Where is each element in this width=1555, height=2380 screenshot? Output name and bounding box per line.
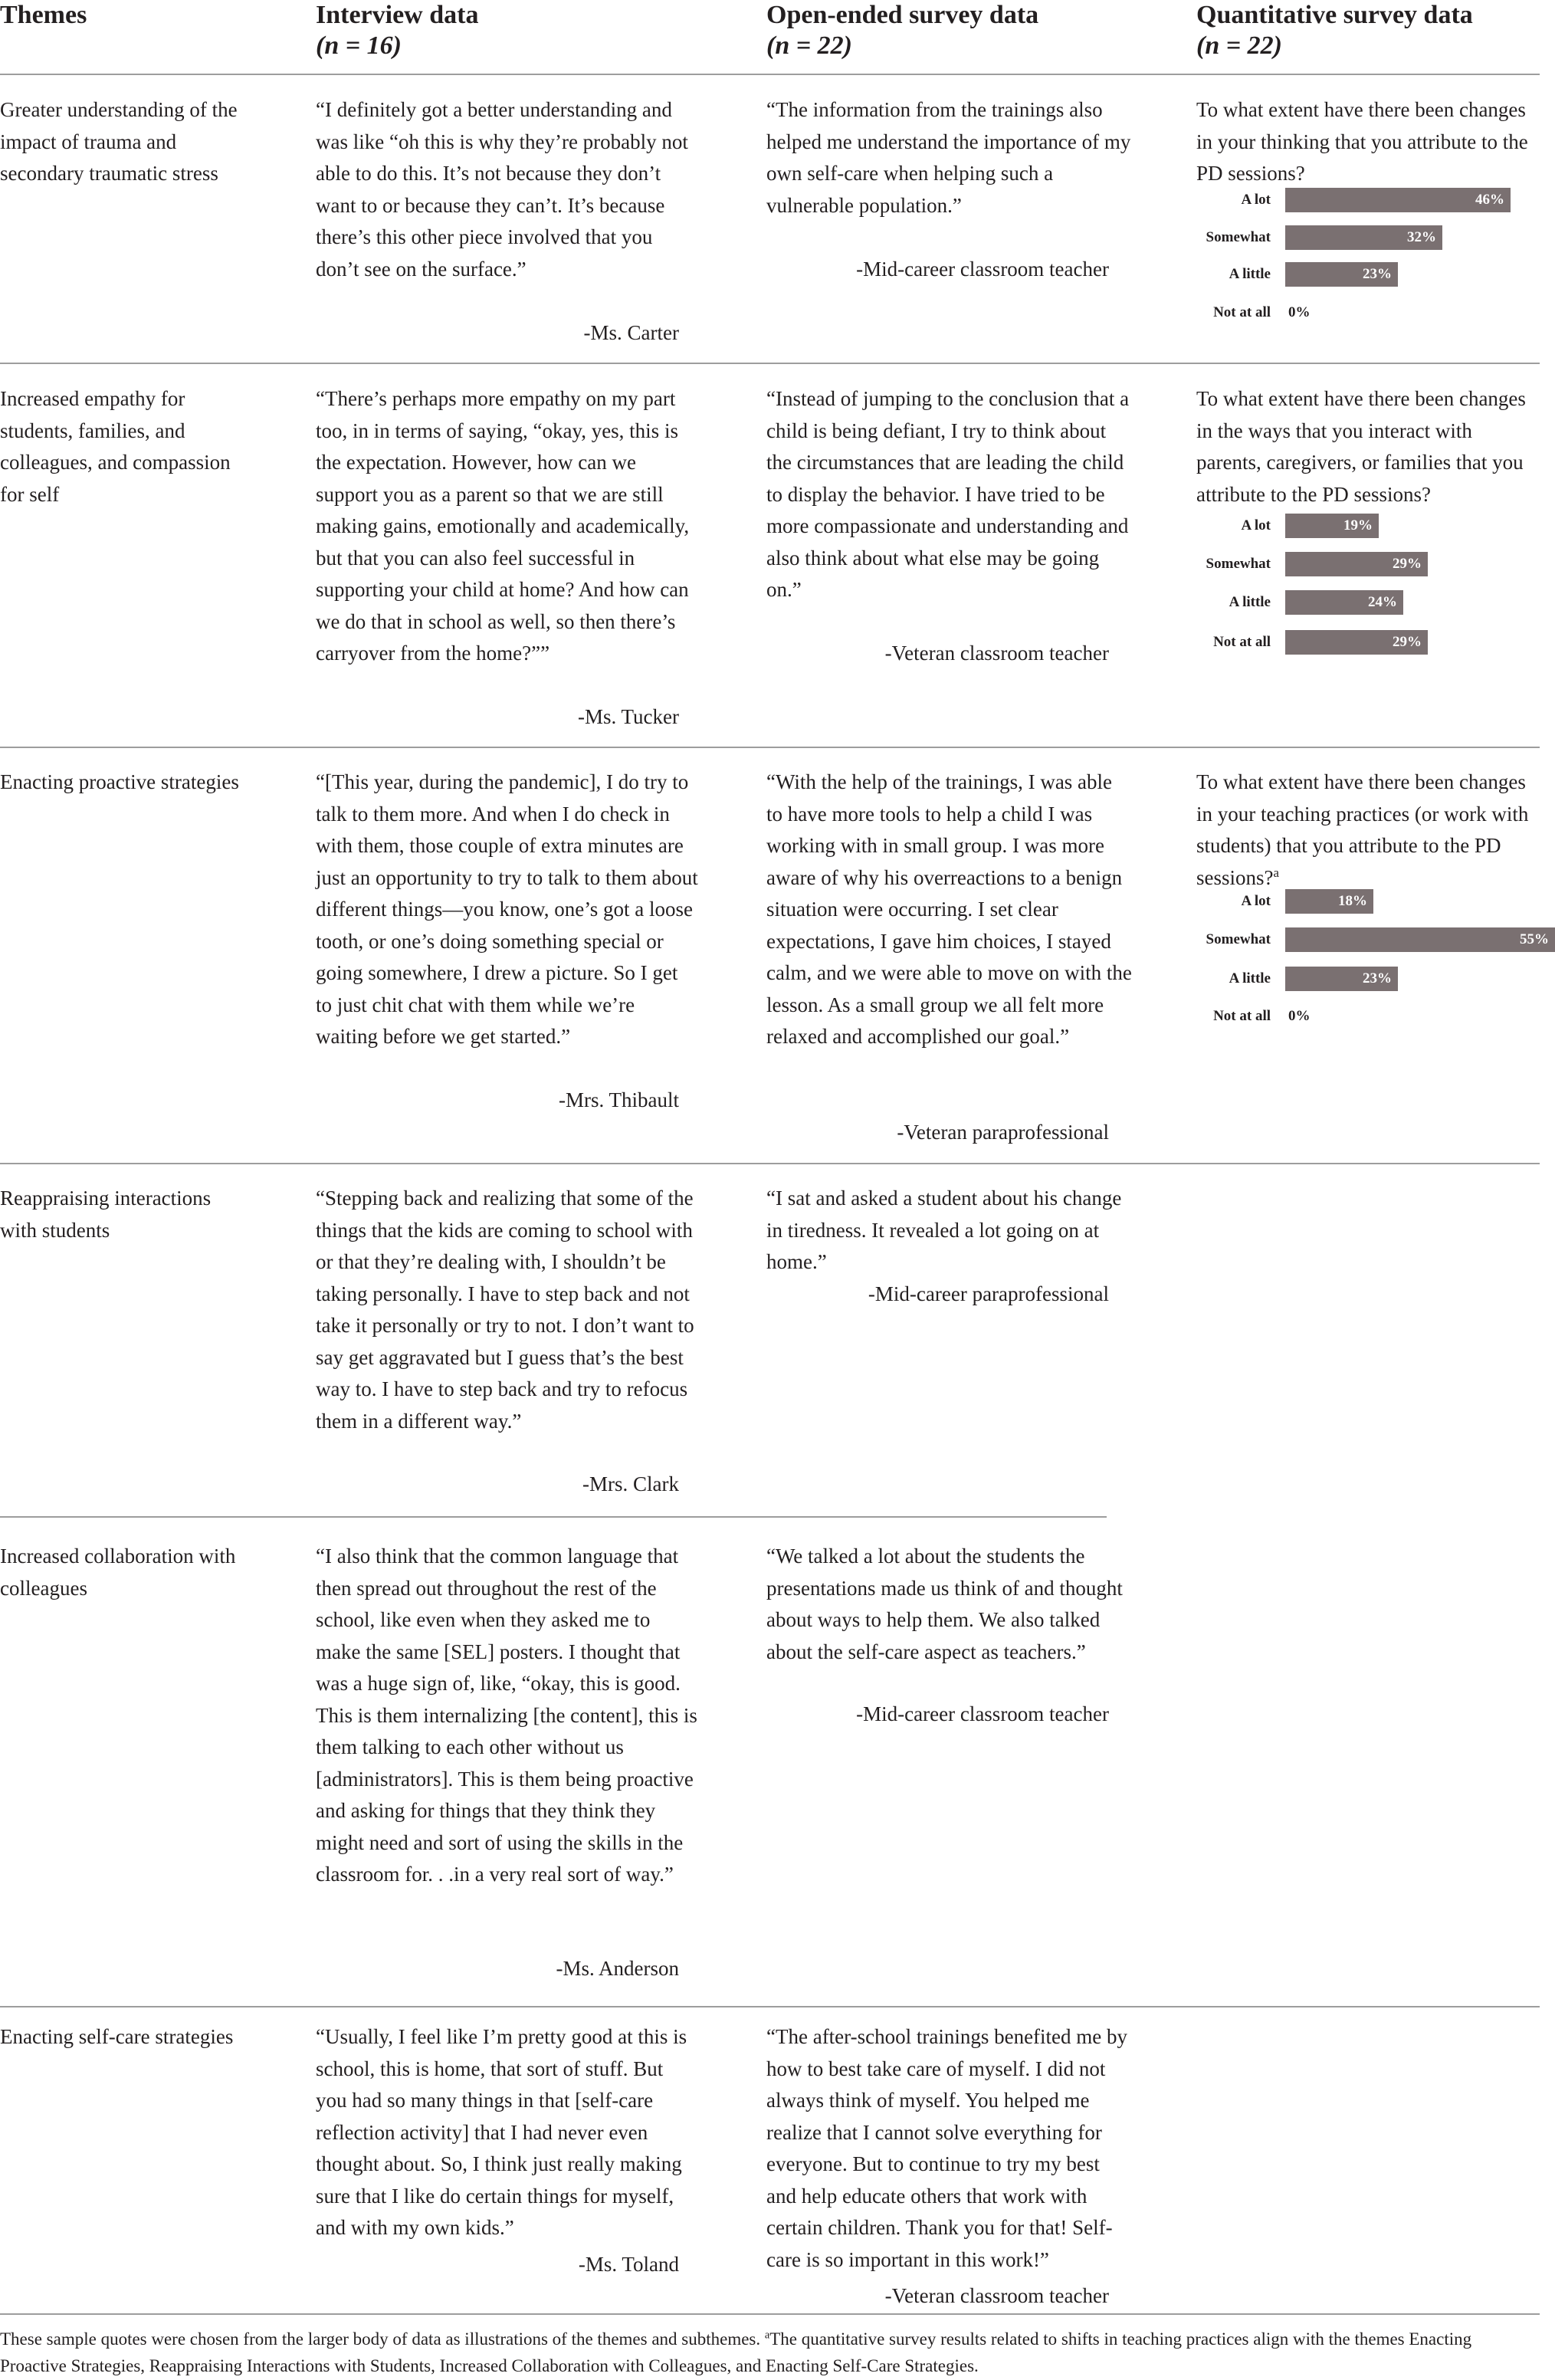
- row-3-survey-quote: “With the help of the trainings, I was able to have more tools to help a child I was working with in small group. I was more aware of why his overreactions to a benign situation were occurring. I set clear expectations, I gave him choices, I stayed calm, and we were able to move on with the lesson. As a small group we all felt more relaxed and accomplished our goal.”: [766, 770, 1132, 1048]
- bar-label: Not at all: [1213, 304, 1271, 320]
- bar-label: Somewhat: [1206, 229, 1271, 245]
- header-openended-n: (n = 22): [766, 31, 852, 60]
- row-5-interview-quote: “I also think that the common language that then spread out throughout the rest of the school, like even when they asked me to make the same [SEL] posters. I thought that was a huge sign of, like, “okay, this is good. This is them internalizing [the content], this is them talking to each other without us [administrators]. This is them being proactive and asking for things that they think they might need and sort of using the skills in the classroom for. . .in a very real sort of way.”: [316, 1545, 697, 1886]
- footnote-text: These sample quotes were chosen from the larger body of data as illustrations of the themes and subthemes.: [0, 2329, 761, 2349]
- row-2-theme: Increased empathy for students, families, and colleagues, and compassion for self: [0, 387, 231, 506]
- bar-label: A little: [1229, 970, 1271, 986]
- header-interview-title: Interview data: [316, 1, 479, 29]
- bar-value-label: 29%: [1393, 556, 1422, 572]
- bar-label: Somewhat: [1206, 556, 1271, 572]
- bar: [1285, 514, 1379, 538]
- header-themes: [0, 0, 87, 31]
- row-3-interview-attribution: -Mrs. Thibault: [559, 1088, 679, 1111]
- quant-1-question: [1196, 94, 1540, 190]
- row-1-survey-quote: “The information from the trainings also helped me understand the importance of my own self-care when helping such a vulnerable population.”: [766, 98, 1131, 217]
- bar-value-label: 46%: [1475, 192, 1504, 208]
- row-6-interview-quote: “Usually, I feel like I’m pretty good at this is school, this is home, that sort of stuff. But you had so many things in that [self-care reflection activity] that I had never even thought about. So, I think just really making sure that I like do certain things for myself, and with my own kids.”: [316, 2025, 687, 2239]
- quant-2-question-text: To what extent have there been changes in the ways that you interact with parents, caregivers, or families that you attribute to the PD sessions?: [1196, 387, 1526, 506]
- bar-label: Not at all: [1213, 634, 1271, 650]
- header-divider: [0, 74, 1540, 75]
- row-5-divider: [0, 2006, 1540, 2007]
- table-footnote: [0, 2326, 1540, 2379]
- bar-label: A lot: [1241, 192, 1271, 208]
- row-3-theme: Enacting proactive strategies: [0, 770, 239, 793]
- row-4-survey-quote: “I sat and asked a student about his change in tiredness. It revealed a lot going on at home.”: [766, 1187, 1122, 1273]
- bar-value-label: 0%: [1288, 304, 1311, 320]
- bar: [1285, 967, 1398, 991]
- header-openended-title: Open-ended survey data: [766, 1, 1039, 29]
- row-3-interview-quote: “[This year, during the pandemic], I do try to talk to them more. And when I do check in with them, those couple of extra minutes are just an opportunity to try to talk to them about different things—you know, one’s got a loose tooth, or one’s doing something special or going somewhere, I drew a picture. So I get to just chit chat with them while we’re waiting before we get started.”: [316, 770, 698, 1048]
- row-4-interview-attribution: -Mrs. Clark: [582, 1472, 679, 1495]
- row-4-divider: [0, 1516, 1107, 1518]
- row-1-interview-attribution: -Ms. Carter: [583, 321, 679, 344]
- bar: [1285, 630, 1428, 655]
- bar-label: A lot: [1241, 517, 1271, 533]
- quant-3-question-text: To what extent have there been changes in your teaching practices (or work with students) that you attribute to the PD sessions?: [1196, 770, 1529, 889]
- bar-label: A little: [1229, 594, 1271, 610]
- bar-value-label: 23%: [1363, 266, 1392, 282]
- footnote-note: The quantitative survey results related to shifts in teaching practices align with the themes Enacting Proactive Strategies, Reappraising Interactions with Students, Increased Collaboration with Colleagues, and Enacting Self-Care Strategies.: [0, 2329, 1472, 2375]
- bar-label: A lot: [1241, 893, 1271, 909]
- row-3-survey-attribution: -Veteran paraprofessional: [897, 1121, 1109, 1144]
- header-openended: [766, 0, 1038, 61]
- header-interview: [316, 0, 478, 61]
- quant-2-question: [1196, 383, 1540, 510]
- header-interview-n: (n = 16): [316, 31, 402, 60]
- row-6-theme: Enacting self-care strategies: [0, 2025, 234, 2048]
- bar: [1285, 889, 1373, 914]
- row-1-survey-attribution: -Mid-career classroom teacher: [856, 258, 1109, 281]
- bar-value-label: 0%: [1288, 1008, 1311, 1024]
- row-3-divider: [0, 1163, 1540, 1164]
- bar-value-label: 18%: [1338, 893, 1367, 909]
- row-4-theme: Reappraising interactions with students: [0, 1187, 212, 1242]
- row-1-interview-quote: “I definitely got a better understanding and was like “oh this is why they’re probably not able to do this. It’s not because they don’t want to or because they can’t. It’s because there’s this other piece involved that you don’t see on the surface.”: [316, 98, 688, 281]
- row-5-interview-attribution: -Ms. Anderson: [556, 1957, 679, 1980]
- header-quant-n: (n = 22): [1196, 31, 1282, 60]
- quant-1-question-text: To what extent have there been changes in your thinking that you attribute to the PD sessions?: [1196, 98, 1528, 185]
- bar-value-label: 32%: [1407, 229, 1436, 245]
- row-2-interview-attribution: -Ms. Tucker: [577, 705, 679, 728]
- quant-3-superscript: a: [1273, 865, 1279, 880]
- bar-value-label: 55%: [1520, 931, 1549, 947]
- header-themes-label: Themes: [0, 1, 87, 29]
- row-2-divider: [0, 747, 1540, 748]
- bar-value-label: 19%: [1343, 517, 1373, 533]
- bar: [1285, 590, 1403, 615]
- row-6-survey-attribution: -Veteran classroom teacher: [884, 2284, 1109, 2307]
- header-quant: [1196, 0, 1473, 61]
- bar: [1285, 927, 1555, 952]
- row-5-theme: Increased collaboration with colleagues: [0, 1545, 236, 1600]
- quant-3-question: [1196, 767, 1540, 894]
- row-1-theme: Greater understanding of the impact of trauma and secondary traumatic stress: [0, 98, 238, 185]
- footnote-marker: a: [764, 2329, 770, 2342]
- bar-value-label: 24%: [1368, 594, 1397, 610]
- row-2-interview-quote: “There’s perhaps more empathy on my part too, in in terms of saying, “okay, yes, this is the expectation. However, how can we support you as a parent so that we are still making gains, emotionally and academically, but that you can also feel successful in supporting your child at home? And how can we do that in school as well, so then there’s carryover from the home?””: [316, 387, 690, 665]
- row-1-divider: [0, 363, 1540, 364]
- row-5-survey-quote: “We talked a lot about the students the presentations made us think of and thought about ways to help them. We also talked about the self-care aspect as teachers.”: [766, 1545, 1123, 1663]
- row-5-survey-attribution: -Mid-career classroom teacher: [856, 1702, 1109, 1725]
- bar: [1285, 552, 1428, 576]
- row-4-interview-quote: “Stepping back and realizing that some of the things that the kids are coming to school with or that they’re dealing with, I shouldn’t be taking personally. I have to step back and not take it personally or try to not. I don’t want to say get aggravated but I guess that’s the best way to. I have to step back and try to refocus them in a different way.”: [316, 1187, 694, 1433]
- bar-label: A little: [1229, 266, 1271, 282]
- bar-value-label: 23%: [1363, 970, 1392, 986]
- bar-value-label: 29%: [1393, 634, 1422, 650]
- row-2-survey-quote: “Instead of jumping to the conclusion that a child is being defiant, I try to think about the circumstances that are leading the child to display the behavior. I have tried to be more compassionate and understanding and also think about what else may be going on.”: [766, 387, 1130, 601]
- row-6-interview-attribution: -Ms. Toland: [578, 2253, 679, 2276]
- row-2-survey-attribution: -Veteran classroom teacher: [884, 642, 1109, 665]
- bar-label: Somewhat: [1206, 931, 1271, 947]
- table-bottom-rule: [0, 2313, 1540, 2315]
- header-quant-title: Quantitative survey data: [1196, 1, 1473, 29]
- row-6-survey-quote: “The after-school trainings benefited me by how to best take care of myself. I did not always think of myself. You helped me realize that I cannot solve everything for everyone. But to continue to try my best and help educate others that work with certain children. Thank you for that! Self-care is so important in this work!”: [766, 2025, 1128, 2271]
- bar: [1285, 262, 1398, 287]
- bar: [1285, 188, 1511, 212]
- row-4-survey-attribution: -Mid-career paraprofessional: [868, 1282, 1109, 1305]
- bar: [1285, 225, 1442, 250]
- bar-label: Not at all: [1213, 1008, 1271, 1024]
